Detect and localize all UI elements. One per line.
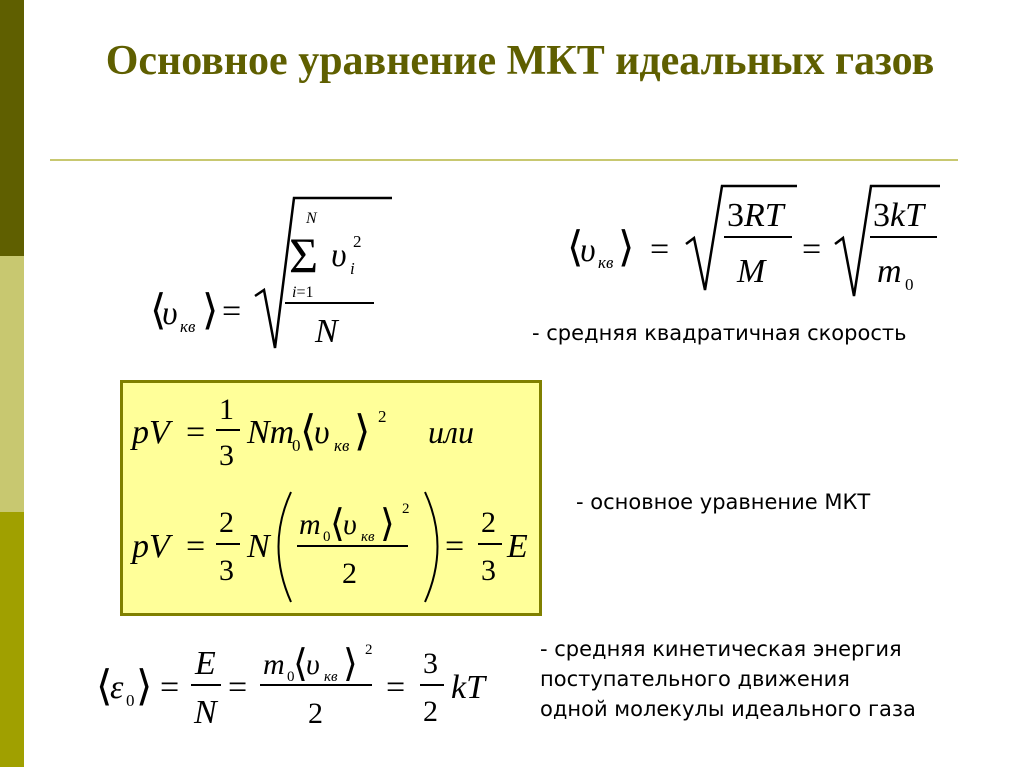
svg-text:m: m — [299, 508, 321, 541]
formula-rms-temperature — [567, 186, 940, 296]
svg-text:2: 2 — [481, 506, 496, 539]
svg-text:3RT: 3RT — [727, 197, 784, 234]
svg-text:⟨: ⟨ — [96, 664, 113, 710]
formula-kinetic-energy — [96, 642, 487, 731]
svg-text:0: 0 — [323, 529, 331, 545]
svg-text:pV: pV — [132, 414, 170, 451]
svg-text:⟩: ⟩ — [354, 409, 371, 455]
svg-text:υ: υ — [331, 237, 347, 274]
svg-text:m: m — [263, 648, 285, 681]
svg-text:⟩: ⟩ — [618, 225, 635, 271]
svg-text:0: 0 — [905, 275, 914, 294]
svg-text:υ: υ — [306, 648, 320, 681]
svg-text:0: 0 — [287, 669, 295, 685]
svg-text:=: = — [222, 293, 242, 330]
svg-text:2: 2 — [353, 232, 362, 251]
svg-text:0: 0 — [126, 691, 135, 710]
svg-text:кв: кв — [361, 529, 375, 545]
caption-kinetic-energy-line-1: - средняя кинетическая энергия — [540, 637, 902, 661]
svg-text:кв: кв — [324, 669, 338, 685]
svg-text:кв: кв — [180, 317, 196, 336]
svg-text:ε: ε — [110, 669, 124, 706]
svg-text:2: 2 — [423, 695, 438, 728]
svg-text:⟨: ⟨ — [293, 643, 308, 685]
caption-basic-equation: - основное уравнение МКТ — [576, 490, 871, 514]
svg-text:υ: υ — [162, 295, 178, 332]
svg-text:2: 2 — [219, 506, 234, 539]
svg-text:=: = — [186, 528, 206, 565]
svg-text:m: m — [877, 253, 902, 290]
svg-text:3: 3 — [219, 554, 234, 587]
svg-text:kT: kT — [451, 669, 485, 706]
svg-text:⟨: ⟨ — [300, 409, 317, 455]
svg-text:=: = — [386, 669, 406, 706]
svg-text:3: 3 — [423, 647, 438, 680]
caption-rms-speed: - средняя квадратичная скорость — [532, 321, 907, 345]
svg-text:2: 2 — [378, 407, 387, 426]
svg-text:⟨: ⟨ — [330, 503, 345, 545]
svg-text:или: или — [428, 414, 474, 450]
svg-text:N: N — [306, 210, 317, 227]
formula-basic-equation-1 — [130, 393, 474, 472]
svg-text:i: i — [350, 259, 355, 278]
svg-text:Nm: Nm — [247, 414, 295, 451]
svg-text:υ: υ — [314, 414, 330, 451]
svg-text:N: N — [247, 528, 270, 565]
svg-text:=: = — [650, 231, 670, 268]
svg-text:υ: υ — [343, 508, 357, 541]
svg-text:i=1: i=1 — [292, 284, 314, 301]
svg-text:M: M — [737, 253, 766, 290]
svg-text:=: = — [160, 669, 180, 706]
slide-title: Основное уравнение МКТ идеальных газов — [105, 38, 935, 84]
svg-text:⟩: ⟩ — [343, 643, 358, 685]
svg-text:2: 2 — [402, 501, 410, 517]
svg-text:pV: pV — [132, 528, 170, 565]
svg-text:⟩: ⟩ — [202, 288, 219, 334]
svg-text:1: 1 — [219, 393, 234, 426]
caption-kinetic-energy-line-2: поступательного движения — [540, 667, 850, 691]
formula-rms-sum — [150, 198, 392, 350]
svg-text:⟩: ⟩ — [380, 503, 395, 545]
formula-basic-equation-2 — [130, 492, 528, 602]
svg-text:N: N — [315, 313, 338, 350]
svg-text:⟩: ⟩ — [136, 664, 153, 710]
svg-text:2: 2 — [308, 697, 323, 730]
svg-text:υ: υ — [580, 232, 596, 269]
svg-text:⟨: ⟨ — [567, 225, 584, 271]
svg-text:кв: кв — [598, 253, 614, 272]
svg-text:2: 2 — [365, 642, 373, 658]
svg-text:⟨: ⟨ — [150, 288, 167, 334]
svg-text:0: 0 — [292, 436, 301, 455]
svg-text:=: = — [228, 669, 248, 706]
svg-text:=: = — [445, 528, 465, 565]
caption-kinetic-energy-line-3: одной молекулы идеального газа — [540, 697, 916, 721]
svg-text:3: 3 — [219, 439, 234, 472]
svg-text:Σ: Σ — [289, 227, 319, 283]
svg-text:E: E — [195, 645, 216, 682]
svg-text:2: 2 — [342, 557, 357, 590]
svg-text:=: = — [186, 414, 206, 451]
svg-text:N: N — [194, 694, 217, 731]
svg-text:E: E — [507, 528, 528, 565]
svg-text:кв: кв — [334, 436, 350, 455]
svg-text:3: 3 — [481, 554, 496, 587]
svg-text:=: = — [802, 231, 822, 268]
svg-text:3kT: 3kT — [873, 197, 924, 234]
